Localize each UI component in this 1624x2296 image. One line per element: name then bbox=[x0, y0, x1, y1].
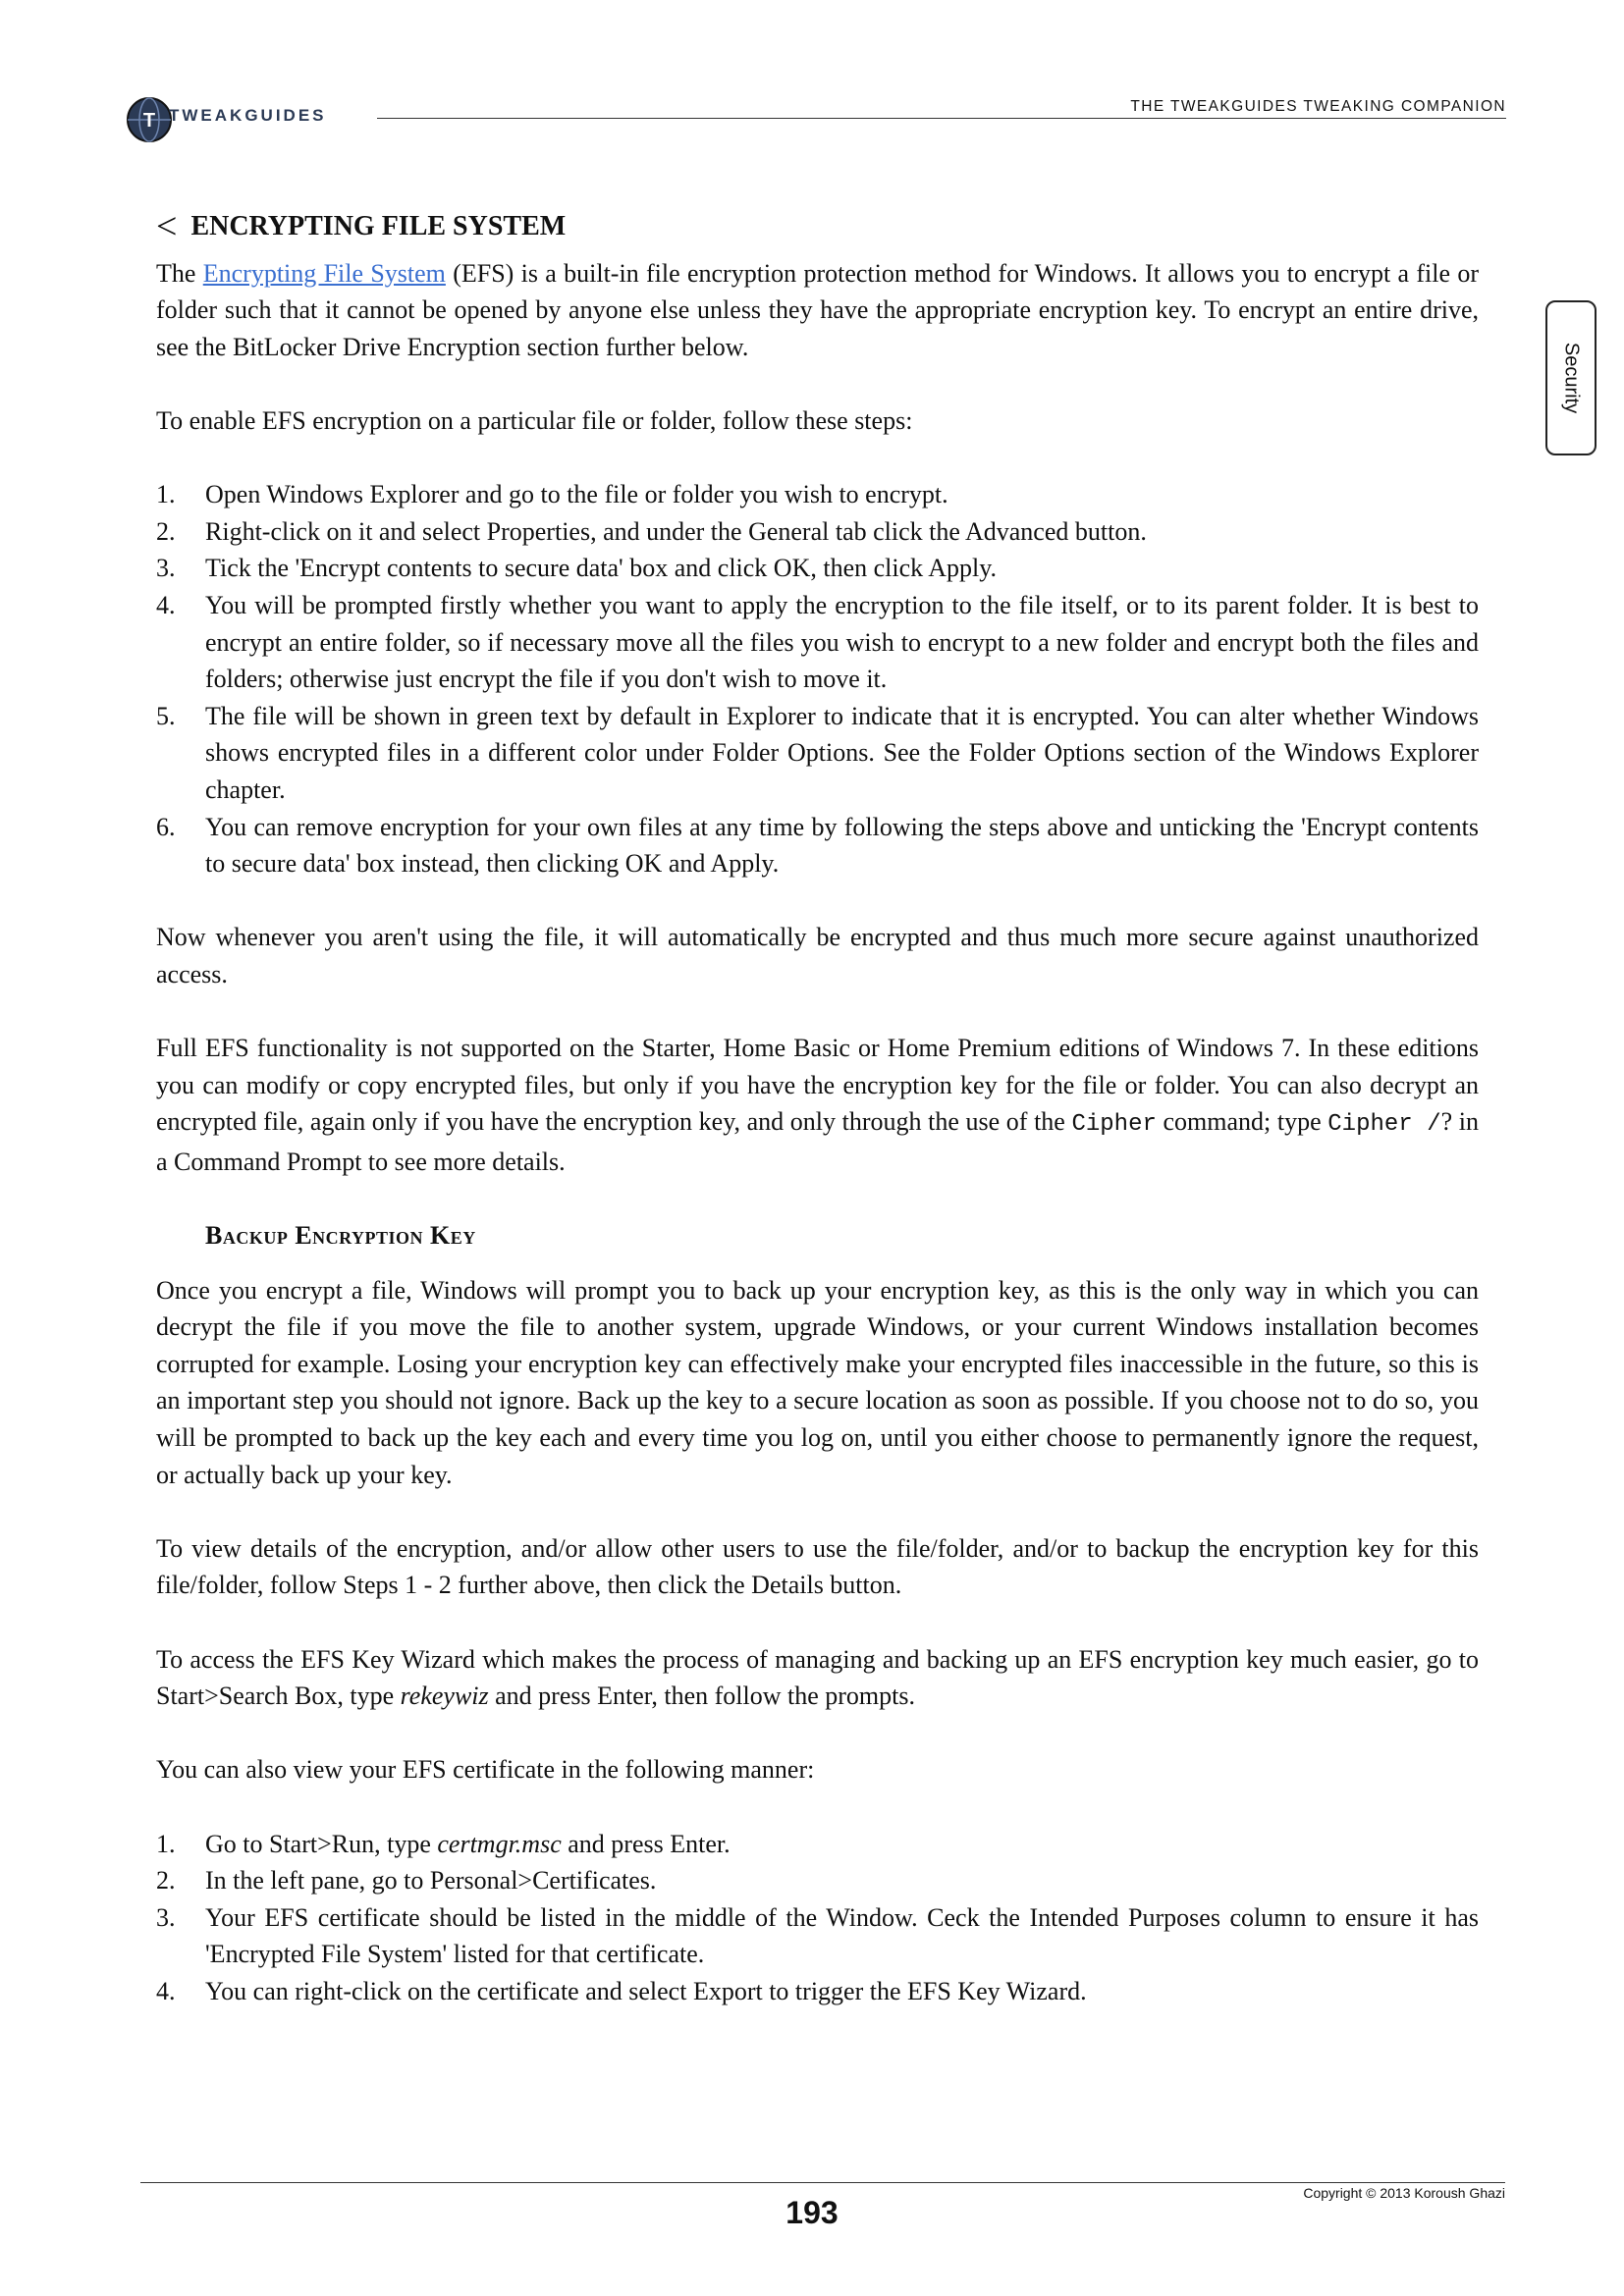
page-content bbox=[156, 205, 1480, 2047]
list-number: 3. bbox=[156, 1902, 176, 1932]
intro-text-start: The bbox=[156, 258, 203, 288]
page-number: 193 bbox=[785, 2195, 839, 2230]
list-text: Open Windows Explorer and go to the file or folder you wish to encrypt. bbox=[205, 480, 948, 509]
editions-text-mid: command; type bbox=[1156, 1107, 1328, 1137]
certmgr-command: certmgr.msc bbox=[437, 1829, 562, 1858]
after-steps-paragraph: Now whenever you aren't using the file, it will automatically be encrypted and thus much more secure against unauthorized access. bbox=[156, 923, 1479, 988]
editions-paragraph bbox=[156, 1030, 1479, 1180]
header-wordmark: TWEAKGUIDES bbox=[169, 106, 327, 125]
list-item bbox=[156, 476, 1479, 513]
cipher-help-command: Cipher / bbox=[1327, 1111, 1441, 1139]
list-text bbox=[205, 1826, 1479, 1863]
efs-steps-list bbox=[156, 476, 1479, 882]
list-number: 6. bbox=[156, 812, 176, 841]
list-text: In the left pane, go to Personal>Certificates. bbox=[205, 1866, 657, 1896]
cert-step-text-start: Go to Start>Run, type bbox=[205, 1829, 438, 1858]
list-item bbox=[156, 809, 1479, 882]
tweakguides-logo-icon bbox=[126, 96, 173, 143]
list-number: 2. bbox=[156, 516, 176, 546]
list-item bbox=[156, 513, 1479, 551]
cipher-command: Cipher bbox=[1071, 1111, 1157, 1139]
list-item bbox=[156, 550, 1479, 587]
wizard-text-end: and press Enter, then follow the prompts. bbox=[488, 1682, 915, 1711]
list-text: The file will be shown in green text by default in Explorer to indicate that it is encrypted. You can alter whether Windows shows encrypted files in a different color under Folder Options. See the Folder Options section of the Windows Explorer chapter. bbox=[205, 701, 1479, 804]
list-text: You can right-click on the certificate and select Export to trigger the EFS Key Wizard. bbox=[205, 1976, 1087, 2005]
list-text: Right-click on it and select Properties, and under the General tab click the Advanced button. bbox=[205, 516, 1147, 546]
editions-text-end: ? in a Command Prompt to see more details. bbox=[156, 1107, 1479, 1176]
subsection-heading: Backup Encryption Key bbox=[205, 1221, 476, 1251]
list-text: You will be prompted firstly whether you want to apply the encryption to the file itself, or to its parent folder. It is best to encrypt an entire folder, so if necessary move all the files you wish to encrypt to a new folder and encrypt both the files and folders; otherwise just encrypt the file if you don't wish to move it. bbox=[205, 590, 1479, 694]
intro-text-end: (EFS) is a built-in file encryption protection method for Windows. It allows you to encrypt a file or folder such that it cannot be opened by anyone else unless they have the appropriate encryption key. To encrypt an entire drive, see the BitLocker Drive Encryption section further below. bbox=[156, 258, 1480, 361]
list-item bbox=[156, 1899, 1479, 1973]
rekeywiz-command: rekeywiz bbox=[400, 1682, 489, 1711]
efs-link[interactable]: Encrypting File System bbox=[202, 258, 446, 288]
side-tab-label: Security bbox=[1560, 342, 1583, 414]
list-number: 1. bbox=[156, 480, 176, 509]
backup-paragraph: Once you encrypt a file, Windows will prompt you to back up your encryption key, as this is the only way in which you can decrypt the file if you move the file to another system, upgrade Windows, or your current Windows installation becomes corrupted for example. Losing your encryption key can effectively make your encrypted files inaccessible in the future, so this is an important step you should not ignore. Back up the key to a secure location as soon as possible. If you choose not to do so, you will be prompted to back up the key each and every time you log on, until you either choose to permanently ignore the request, or actually back up your key. bbox=[156, 1275, 1479, 1489]
list-number: 3. bbox=[156, 554, 176, 583]
section-heading bbox=[156, 205, 1479, 247]
footer-rule bbox=[140, 2182, 1505, 2183]
header-rule bbox=[377, 118, 1506, 119]
list-number: 2. bbox=[156, 1866, 176, 1896]
wizard-text-start: To access the EFS Key Wizard which makes the process of managing and backing up an EFS encryption key much easier, go to Start>Search Box, type bbox=[156, 1644, 1479, 1711]
list-text: You can remove encryption for your own files at any time by following the steps above and unticking the 'Encrypt contents to secure data' box instead, then clicking OK and Apply. bbox=[205, 812, 1479, 879]
cert-steps-list bbox=[156, 1826, 1479, 2010]
intro-paragraph bbox=[156, 255, 1479, 366]
section-arrow-icon: < bbox=[156, 205, 178, 247]
cert-step-text-end: and press Enter. bbox=[561, 1829, 731, 1858]
section-title: ENCRYPTING FILE SYSTEM bbox=[190, 211, 567, 241]
list-number: 1. bbox=[156, 1829, 176, 1858]
section-side-tab bbox=[1545, 300, 1597, 455]
list-item bbox=[156, 1826, 1479, 1863]
steps-intro: To enable EFS encryption on a particular file or folder, follow these steps: bbox=[156, 405, 913, 435]
list-number: 5. bbox=[156, 701, 176, 730]
cert-intro: You can also view your EFS certificate in the following manner: bbox=[156, 1755, 815, 1785]
list-item bbox=[156, 1973, 1479, 2010]
header-title: THE TWEAKGUIDES TWEAKING COMPANION bbox=[1130, 98, 1506, 115]
list-item bbox=[156, 698, 1479, 809]
list-number: 4. bbox=[156, 1976, 176, 2005]
list-item bbox=[156, 1862, 1479, 1899]
list-text: Tick the 'Encrypt contents to secure data' box and click OK, then click Apply. bbox=[205, 554, 998, 583]
svg-text:T: T bbox=[142, 110, 156, 132]
wizard-paragraph bbox=[156, 1641, 1479, 1715]
footer-copyright: Copyright © 2013 Koroush Ghazi bbox=[1303, 2185, 1505, 2201]
editions-text-start: Full EFS functionality is not supported on the Starter, Home Basic or Home Premium editions of Windows 7. In these editions you can modify or copy encrypted files, but only if you have the encryption key for the file or folder. You can also decrypt an encrypted file, again only if you have the encryption key, and only through the use of the bbox=[156, 1034, 1479, 1137]
list-number: 4. bbox=[156, 590, 176, 619]
list-text: Your EFS certificate should be listed in the middle of the Window. Ceck the Intended Purposes column to ensure it has 'Encrypted File System' listed for that certificate. bbox=[205, 1902, 1479, 1969]
details-paragraph: To view details of the encryption, and/or allow other users to use the file/folder, and/or to backup the encryption key for this file/folder, follow Steps 1 - 2 further above, then click the Details button. bbox=[156, 1533, 1479, 1600]
list-item bbox=[156, 587, 1479, 698]
